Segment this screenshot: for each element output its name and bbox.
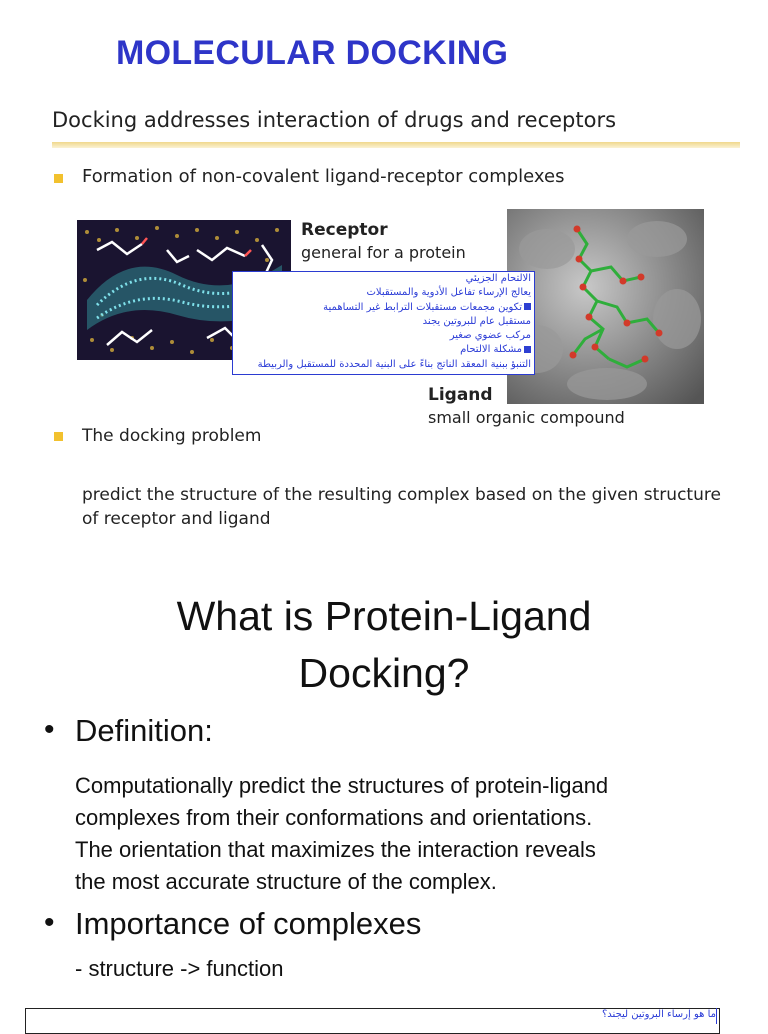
square-bullet-icon bbox=[524, 303, 531, 310]
heading-line-2: Docking? bbox=[298, 650, 470, 696]
text-cursor bbox=[716, 1008, 717, 1024]
receptor-title: Receptor bbox=[301, 220, 388, 240]
overlay-line: مستقبل عام للبروتين يجند bbox=[422, 315, 531, 327]
ligand-image bbox=[507, 209, 704, 404]
importance-label: Importance of complexes bbox=[75, 906, 422, 941]
overlay-line: يعالج الإرساء تفاعل الأدوية والمستقبلات bbox=[366, 287, 531, 299]
slide2-heading bbox=[0, 588, 768, 702]
bottom-translation-note: ما هو إرساء البروتين ليجند؟ bbox=[602, 1009, 716, 1020]
heading-line-1: What is Protein-Ligand bbox=[176, 593, 592, 639]
overlay-line: التنبؤ ببنية المعقد الناتج بناءً على البنية المحددة للمستقبل والربيطة bbox=[257, 358, 531, 370]
definition-text: Computationally predict the structures of protein-ligand complexes from their conformations and orientations. The orientation that maximizes the interaction reveals the most accurate structure of the complex. bbox=[75, 773, 609, 894]
overlay-line: مشكلة الالتحام bbox=[460, 344, 522, 356]
bullet-dot: • bbox=[44, 713, 55, 746]
bullet-docking-problem: The docking problem bbox=[82, 426, 262, 446]
slide-subtitle: Docking addresses interaction of drugs and receptors bbox=[52, 108, 617, 132]
bullet-dot: • bbox=[44, 906, 55, 939]
ligand-description: small organic compound bbox=[428, 408, 625, 427]
receptor-description: general for a protein bbox=[301, 243, 466, 262]
divider-rule bbox=[52, 142, 740, 148]
bullet-complexes: Formation of non-covalent ligand-receptor complexes bbox=[82, 166, 565, 187]
structure-function-text: - structure -> function bbox=[75, 956, 284, 981]
overlay-line: مركب عضوي صغير bbox=[449, 330, 531, 342]
slide-title: MOLECULAR DOCKING bbox=[116, 34, 509, 72]
definition-label: Definition: bbox=[75, 713, 213, 748]
bullet-square-icon bbox=[54, 432, 63, 441]
overlay-line: الالتحام الجزيئي bbox=[465, 273, 531, 284]
bullet-square-icon bbox=[54, 174, 63, 183]
square-bullet-icon bbox=[524, 346, 531, 353]
docking-problem-text: predict the structure of the resulting complex based on the given structure of receptor and ligand bbox=[82, 485, 721, 529]
overlay-line: تكوين مجمعات مستقبلات الترابط غير التساهمية bbox=[323, 301, 522, 313]
ligand-title: Ligand bbox=[428, 385, 493, 405]
translation-overlay bbox=[232, 271, 535, 375]
